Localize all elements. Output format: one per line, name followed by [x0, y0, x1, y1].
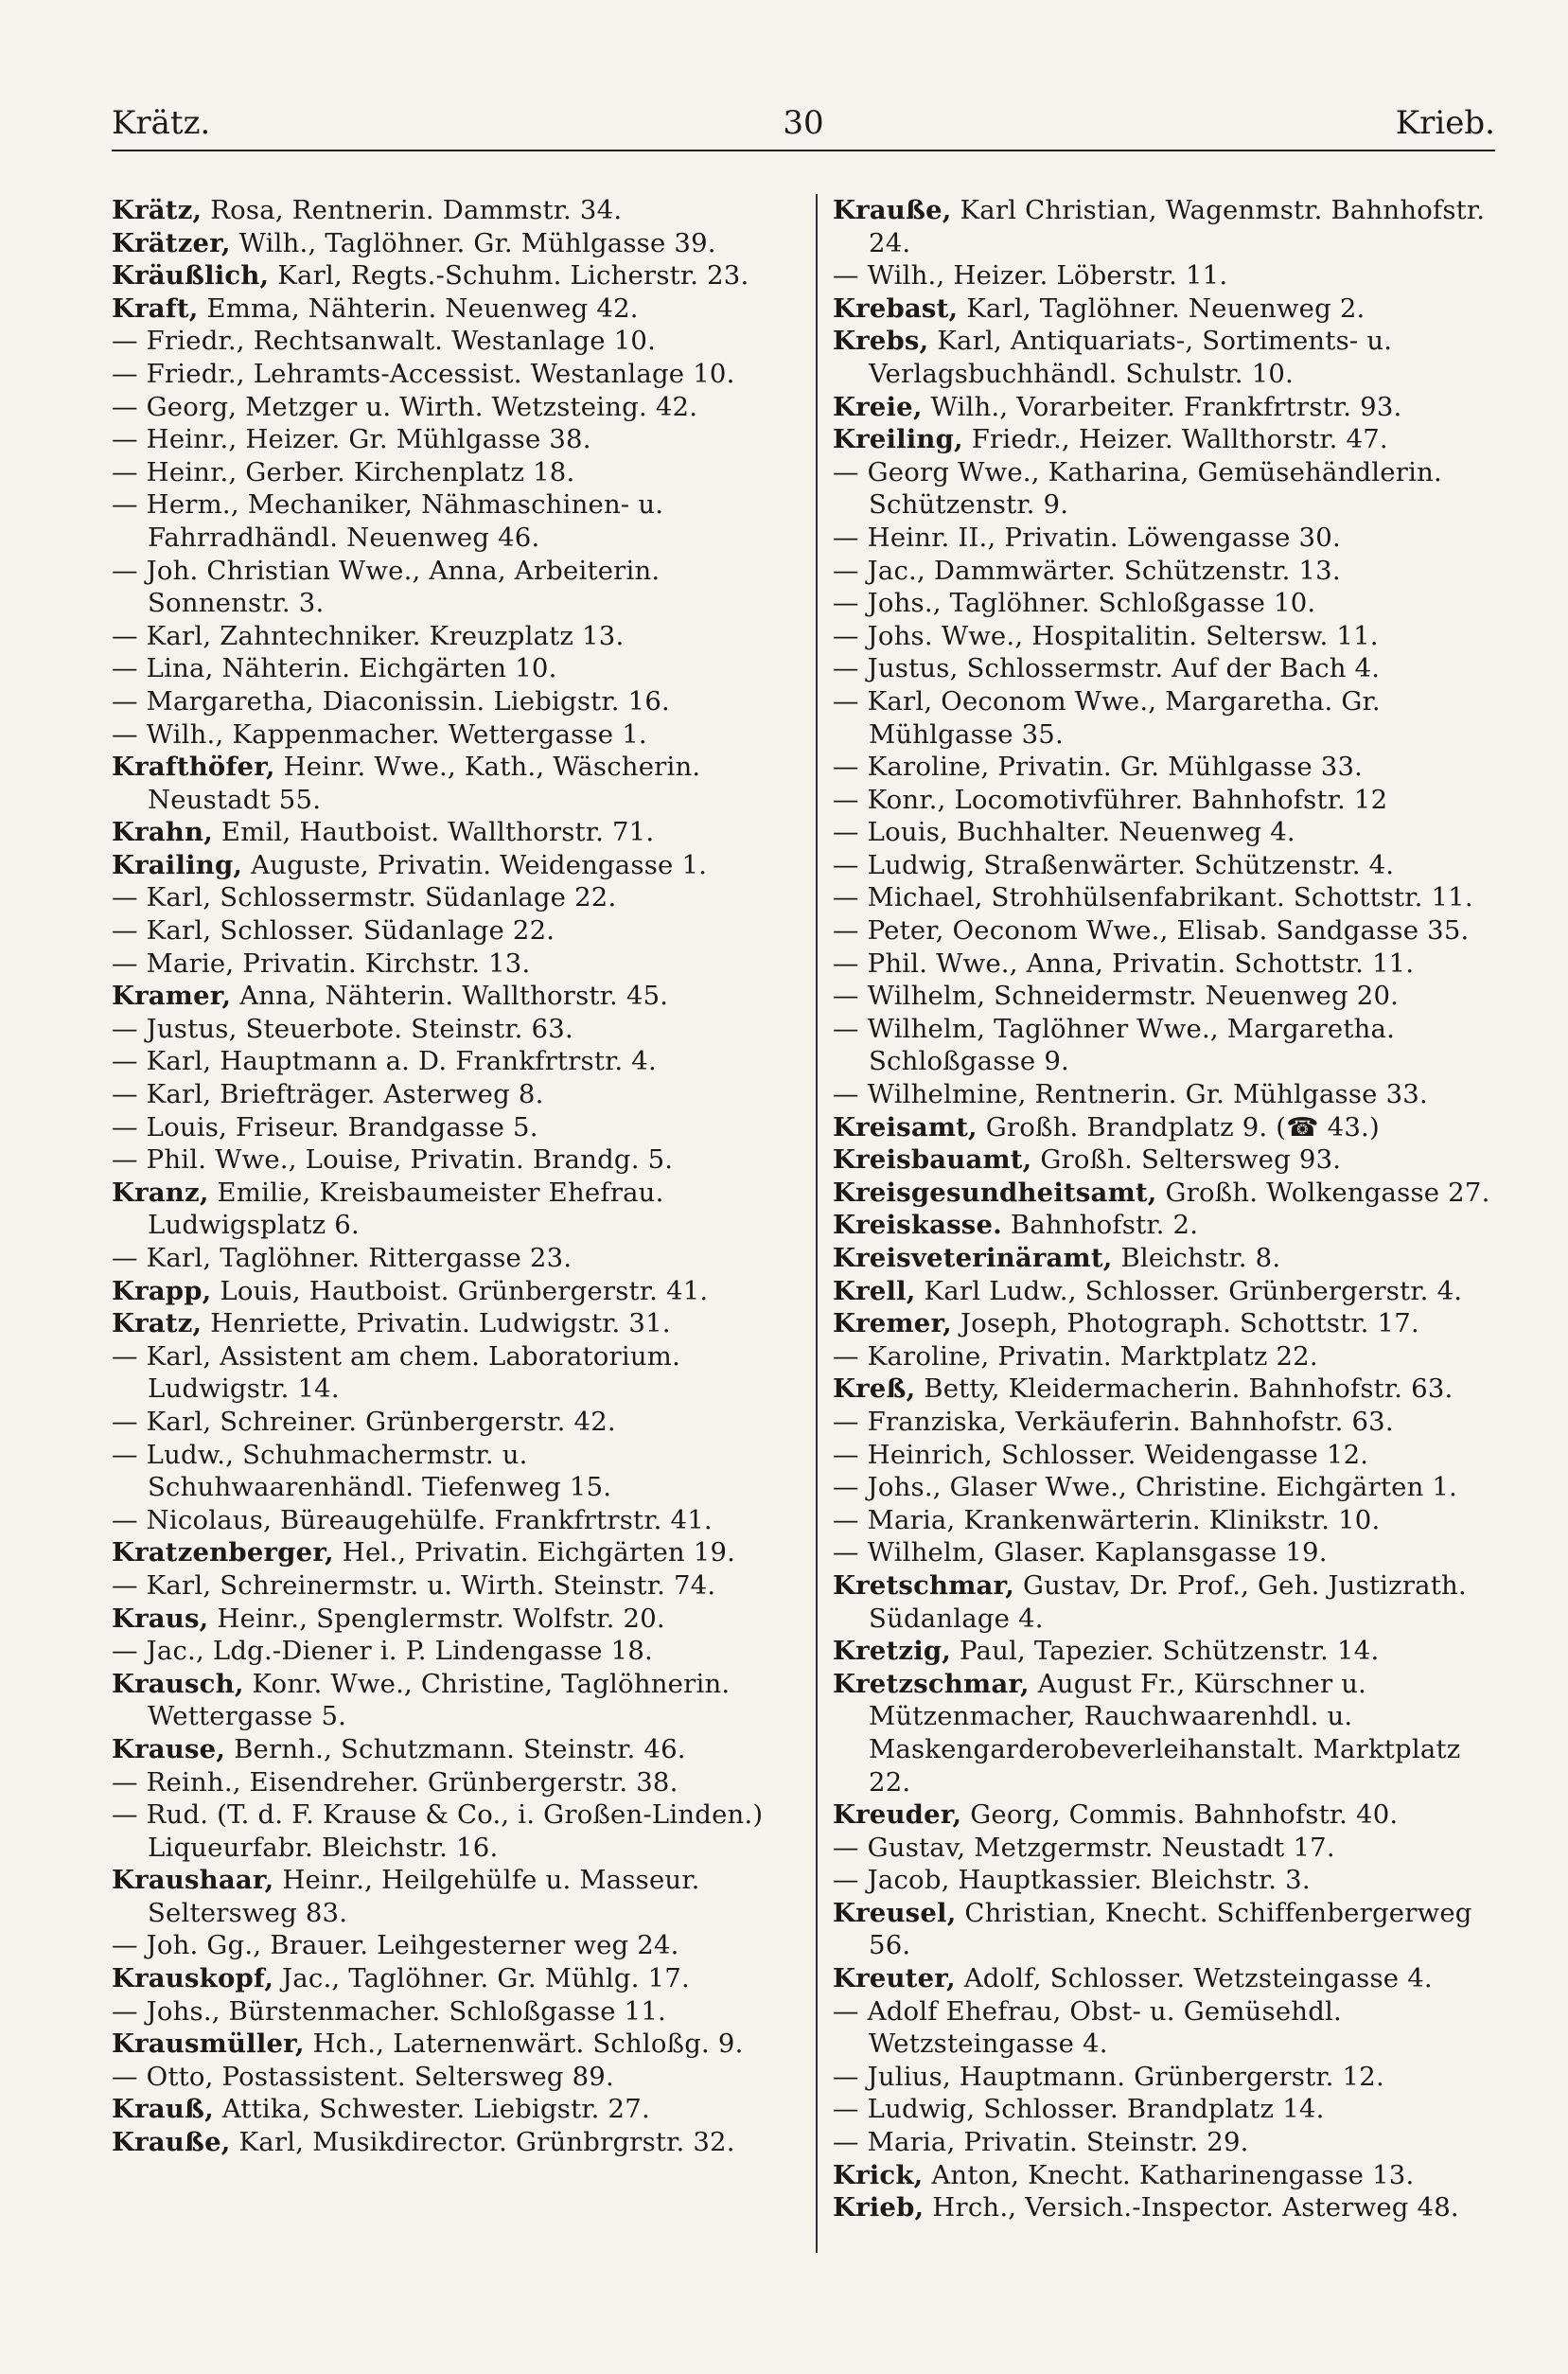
entry-text: — Wilhelmine, Rentnerin. Gr. Mühlgasse 33.: [833, 1079, 1428, 1110]
entry-text: — Heinr., Gerber. Kirchenplatz 18.: [112, 456, 575, 487]
directory-entry: [112, 325, 785, 358]
entry-text: Betty, Kleidermacherin. Bahnhofstr. 63.: [915, 1373, 1453, 1405]
entry-surname: Krebs,: [833, 326, 929, 357]
entry-text: — Joh. Christian Wwe., Anna, Arbeiterin. Sonnenstr. 3.: [112, 555, 661, 619]
directory-entry: [112, 980, 785, 1013]
directory-entry: [112, 718, 785, 752]
directory-entry: [112, 1406, 785, 1439]
directory-entry: [833, 1504, 1506, 1537]
entry-surname: Krausch,: [112, 1668, 244, 1699]
entry-surname: Kreisgesundheitsamt,: [833, 1177, 1157, 1208]
directory-entry: [112, 555, 785, 620]
directory-entry: [833, 2093, 1506, 2126]
entry-text: — Ludwig, Straßenwärter. Schützenstr. 4.: [833, 849, 1395, 880]
entry-surname: Kreiling,: [833, 424, 963, 455]
directory-entry: [112, 1995, 785, 2029]
directory-entry: [833, 1340, 1506, 1373]
directory-entry: [833, 194, 1506, 259]
entry-text: Emilie, Kreisbaumeister Ehefrau. Ludwigsplatz 6.: [148, 1177, 664, 1241]
entry-text: Emma, Nähterin. Neuenweg 42.: [198, 292, 639, 324]
entry-text: Attika, Schwester. Liebigstr. 27.: [213, 2094, 650, 2125]
entry-surname: Krahn,: [112, 817, 213, 848]
entry-text: Gustav, Dr. Prof., Geh. Justizrath. Südanlage 4.: [869, 1569, 1467, 1634]
entry-surname: Kraft,: [112, 292, 199, 324]
entry-surname: Kreusel,: [833, 1897, 957, 1928]
entry-text: — Adolf Ehefrau, Obst- u. Gemüsehdl. Wetzsteingasse 4.: [833, 1995, 1342, 2060]
entry-surname: Krebast,: [833, 292, 959, 324]
entry-text: Bahnhofstr. 2.: [1001, 1210, 1199, 1241]
directory-entry: [833, 1078, 1506, 1111]
entry-text: Friedr., Heizer. Wallthorstr. 47.: [962, 424, 1388, 455]
directory-entry: [833, 914, 1506, 948]
directory-entry: [833, 423, 1506, 456]
directory-entry: [833, 620, 1506, 653]
entry-text: Louis, Hautboist. Grünbergerstr. 41.: [211, 1275, 709, 1306]
entry-text: Heinr. Wwe., Kath., Wäscherin. Neustadt 55.: [148, 752, 701, 815]
right-column: [833, 194, 1506, 2224]
entry-text: — Georg Wwe., Katharina, Gemüsehändlerin. Schützenstr. 9.: [833, 456, 1442, 521]
directory-entry: [112, 1177, 785, 1242]
entry-surname: Kremer,: [833, 1308, 952, 1339]
directory-entry: [112, 1504, 785, 1537]
directory-entry: [833, 1143, 1506, 1177]
entry-surname: Krausmüller,: [112, 2029, 305, 2060]
directory-entry: [112, 1929, 785, 1962]
directory-entry: [112, 488, 785, 554]
directory-entry: [112, 1569, 785, 1603]
entry-surname: Krauskopf,: [112, 1963, 274, 1994]
directory-entry: [833, 1111, 1506, 1144]
directory-entry: [112, 1045, 785, 1078]
directory-entry: [833, 1864, 1506, 1897]
directory-entry: [833, 1275, 1506, 1308]
directory-entry: [833, 685, 1506, 751]
entry-text: — Karl, Briefträger. Asterweg 8.: [112, 1079, 544, 1110]
entry-text: — Rud. (T. d. F. Krause & Co., i. Großen-Linden.) Liqueurfabr. Bleichstr. 16.: [112, 1799, 764, 1863]
directory-entry: [833, 980, 1506, 1013]
entry-text: Karl, Musikdirector. Grünbrgrstr. 32.: [230, 2127, 735, 2158]
entry-text: — Michael, Strohhülsenfabrikant. Schottstr. 11.: [833, 882, 1473, 913]
directory-entry: [833, 555, 1506, 588]
entry-text: — Maria, Krankenwärterin. Klinikstr. 10.: [833, 1504, 1381, 1535]
entry-text: — Heinrich, Schlosser. Weidengasse 12.: [833, 1439, 1369, 1470]
entry-text: — Karl, Assistent am chem. Laboratorium. Ludwigstr. 14.: [112, 1340, 681, 1405]
entry-text: Rosa, Rentnerin. Dammstr. 34.: [202, 195, 623, 225]
entry-surname: Kretschmar,: [833, 1569, 1014, 1601]
directory-entry: [112, 194, 785, 227]
entry-text: — Nicolaus, Büreaugehülfe. Frankfrtrstr. 41.: [112, 1504, 713, 1535]
directory-entry: [833, 1242, 1506, 1275]
directory-entry: [112, 881, 785, 914]
entry-text: — Franziska, Verkäuferin. Bahnhofstr. 63.: [833, 1406, 1394, 1437]
directory-entry: [112, 2028, 785, 2061]
entry-text: — Karoline, Privatin. Marktplatz 22.: [833, 1340, 1318, 1372]
entry-surname: Kreuter,: [833, 1963, 956, 1994]
entry-text: — Karl, Schreiner. Grünbergerstr. 42.: [112, 1406, 616, 1437]
entry-surname: Krauß,: [112, 2094, 214, 2125]
directory-entry: [112, 1078, 785, 1111]
directory-entry: [112, 1439, 785, 1504]
directory-entry: [112, 1603, 785, 1636]
directory-entry: [112, 751, 785, 816]
entry-text: — Konr., Locomotivführer. Bahnhofstr. 12: [833, 784, 1388, 815]
directory-entry: [833, 1439, 1506, 1472]
directory-entry: [112, 914, 785, 948]
entry-surname: Kreiskasse.: [833, 1210, 1002, 1241]
directory-entry: [112, 1307, 785, 1340]
entry-text: — Karl, Schreinermstr. u. Wirth. Steinstr. 74.: [112, 1569, 716, 1601]
entry-text: Heinr., Heilgehülfe u. Masseur. Seltersweg 83.: [148, 1865, 700, 1928]
entry-text: — Maria, Privatin. Steinstr. 29.: [833, 2127, 1249, 2158]
directory-entry: [112, 2126, 785, 2159]
entry-surname: Kramer,: [112, 981, 232, 1012]
directory-entry: [833, 1406, 1506, 1439]
directory-entry: [833, 1832, 1506, 1865]
entry-text: — Wilhelm, Taglöhner Wwe., Margaretha. Schloßgasse 9.: [833, 1013, 1396, 1077]
entry-text: — Johs., Bürstenmacher. Schloßgasse 11.: [112, 1995, 666, 2027]
directory-entry: [833, 948, 1506, 981]
entry-surname: Krieb,: [833, 2192, 925, 2223]
directory-entry: [112, 292, 785, 326]
entry-text: — Margaretha, Diaconissin. Liebigstr. 16.: [112, 685, 670, 717]
directory-entry: [112, 1635, 785, 1668]
entry-surname: Krell,: [833, 1275, 916, 1306]
entry-surname: Krause,: [112, 1733, 226, 1764]
entry-surname: Kreuder,: [833, 1799, 962, 1831]
directory-entry: [833, 881, 1506, 914]
directory-entry: [112, 1275, 785, 1308]
entry-surname: Kreisbauamt,: [833, 1144, 1032, 1176]
entry-surname: Krapp,: [112, 1275, 212, 1306]
entry-text: Großh. Brandplatz 9. (☎ 43.): [977, 1111, 1380, 1143]
entry-text: Emil, Hautboist. Wallthorstr. 71.: [212, 817, 655, 848]
directory-entry: [112, 1798, 785, 1864]
entry-text: Auguste, Privatin. Weidengasse 1.: [242, 849, 708, 880]
entry-text: — Joh. Gg., Brauer. Leihgesterner weg 24.: [112, 1930, 679, 1961]
entry-text: Karl Christian, Wagenmstr. Bahnhofstr. 24.: [869, 195, 1486, 258]
directory-entry: [833, 2061, 1506, 2094]
entry-text: — Jac., Dammwärter. Schützenstr. 13.: [833, 555, 1341, 586]
header-left-keyword: Krätz.: [112, 104, 211, 142]
entry-text: — Reinh., Eisendreher. Grünbergerstr. 38.: [112, 1766, 678, 1798]
entry-text: — Otto, Postassistent. Seltersweg 89.: [112, 2061, 614, 2092]
entry-text: Bleichstr. 8.: [1112, 1243, 1281, 1273]
directory-entry: [833, 391, 1506, 424]
entry-text: — Friedr., Lehramts-Accessist. Westanlage 10.: [112, 358, 735, 389]
directory-entry: [833, 1307, 1506, 1340]
entry-text: — Gustav, Metzgermstr. Neustadt 17.: [833, 1832, 1335, 1863]
directory-entry: [112, 259, 785, 292]
directory-entry: [112, 685, 785, 718]
directory-entry: [833, 1209, 1506, 1242]
entry-text: — Louis, Friseur. Brandgasse 5.: [112, 1111, 538, 1143]
entry-text: — Wilh., Heizer. Löberstr. 11.: [833, 260, 1228, 292]
entry-surname: Krick,: [833, 2159, 924, 2190]
entry-surname: Kräußlich,: [112, 260, 270, 292]
entry-text: — Heinr., Heizer. Gr. Mühlgasse 38.: [112, 424, 591, 455]
directory-entry: [833, 1668, 1506, 1798]
directory-entry: [112, 423, 785, 456]
entry-text: Jac., Taglöhner. Gr. Mühlg. 17.: [273, 1963, 690, 1994]
entry-surname: Kratzenberger,: [112, 1537, 334, 1568]
entry-surname: Kraushaar,: [112, 1865, 274, 1896]
entry-text: — Jacob, Hauptkassier. Bleichstr. 3.: [833, 1865, 1311, 1896]
directory-entry: [112, 1340, 785, 1406]
directory-entry: [833, 292, 1506, 326]
directory-entry: [112, 227, 785, 260]
entry-surname: Kraus,: [112, 1603, 209, 1634]
directory-entry: [833, 1471, 1506, 1504]
entry-text: Hch., Laternenwärt. Schloßg. 9.: [304, 2029, 744, 2060]
directory-entry: [112, 652, 785, 685]
entry-text: Großh. Wolkengasse 27.: [1156, 1177, 1490, 1208]
directory-entry: [112, 1864, 785, 1929]
directory-entry: [833, 522, 1506, 555]
entry-text: Anna, Nähterin. Wallthorstr. 45.: [231, 981, 669, 1012]
entry-text: — Karl, Schlosser. Südanlage 22.: [112, 915, 555, 947]
directory-entry: [833, 849, 1506, 882]
entry-text: August Fr., Kürschner u. Mützenmacher, Rauchwaarenhdl. u. Maskengarderobeverleihanstalt. Marktplatz 22.: [869, 1668, 1461, 1798]
directory-entry: [112, 1766, 785, 1799]
entry-text: Adolf, Schlosser. Wetzsteingasse 4.: [955, 1963, 1433, 1994]
entry-text: — Johs., Taglöhner. Schloßgasse 10.: [833, 588, 1316, 619]
entry-text: — Karl, Taglöhner. Rittergasse 23.: [112, 1243, 573, 1273]
entry-surname: Krätzer,: [112, 227, 231, 258]
entry-text: Hel., Privatin. Eichgärten 19.: [333, 1537, 736, 1568]
entry-surname: Kranz,: [112, 1177, 209, 1208]
directory-entry: [112, 1111, 785, 1144]
page-header: [112, 102, 1495, 151]
entry-text: — Phil. Wwe., Anna, Privatin. Schottstr. 11.: [833, 948, 1415, 979]
entry-text: — Karl, Zahntechniker. Kreuzplatz 13.: [112, 620, 625, 651]
entry-surname: Krafthöfer,: [112, 752, 275, 783]
entry-text: — Georg, Metzger u. Wirth. Wetzsteing. 42.: [112, 391, 698, 422]
directory-entry: [112, 1733, 785, 1766]
directory-entry: [833, 1635, 1506, 1668]
entry-text: — Wilhelm, Schneidermstr. Neuenweg 20.: [833, 981, 1400, 1012]
entry-text: — Phil. Wwe., Louise, Privatin. Brandg. 5.: [112, 1144, 674, 1176]
entry-text: Bernh., Schutzmann. Steinstr. 46.: [225, 1733, 686, 1764]
entry-text: Wilh., Taglöhner. Gr. Mühlgasse 39.: [230, 227, 716, 258]
directory-entry: [833, 587, 1506, 620]
entry-surname: Kreisveterinäramt,: [833, 1243, 1113, 1273]
entry-text: Karl, Taglöhner. Neuenweg 2.: [958, 292, 1365, 324]
directory-entry: [833, 751, 1506, 784]
entry-surname: Kretzig,: [833, 1636, 952, 1667]
directory-entry: [112, 391, 785, 424]
entry-surname: Krailing,: [112, 849, 243, 880]
directory-entry: [833, 325, 1506, 390]
directory-entry: [112, 2093, 785, 2126]
entry-text: — Karl, Oeconom Wwe., Margaretha. Gr. Mühlgasse 35.: [833, 685, 1381, 750]
entry-text: Georg, Commis. Bahnhofstr. 40.: [961, 1799, 1399, 1831]
directory-entry: [833, 1569, 1506, 1635]
entry-surname: Kreß,: [833, 1373, 916, 1405]
left-column: [112, 194, 785, 2159]
directory-entry: [833, 784, 1506, 817]
directory-entry: [112, 1242, 785, 1275]
entry-text: Joseph, Photograph. Schottstr. 17.: [951, 1308, 1419, 1339]
entry-text: Hrch., Versich.-Inspector. Asterweg 48.: [924, 2192, 1459, 2223]
directory-entry: [112, 620, 785, 653]
directory-entry: [112, 1013, 785, 1046]
entry-text: Henriette, Privatin. Ludwigstr. 31.: [202, 1308, 671, 1339]
directory-entry: [112, 1962, 785, 1995]
directory-entry: [112, 1143, 785, 1177]
entry-text: Christian, Knecht. Schiffenbergerweg 56.: [869, 1897, 1472, 1961]
entry-text: — Justus, Steuerbote. Steinstr. 63.: [112, 1013, 573, 1044]
directory-entry: [833, 1897, 1506, 1962]
entry-text: — Wilhelm, Glaser. Kaplansgasse 19.: [833, 1537, 1328, 1568]
directory-entry: [833, 2126, 1506, 2159]
entry-surname: Krauße,: [833, 195, 952, 225]
directory-entry: [112, 948, 785, 981]
entry-text: — Heinr. II., Privatin. Löwengasse 30.: [833, 522, 1341, 553]
directory-entry: [833, 1995, 1506, 2061]
directory-entry: [833, 2191, 1506, 2224]
entry-surname: Krauße,: [112, 2127, 231, 2158]
entry-text: — Wilh., Kappenmacher. Wettergasse 1.: [112, 718, 647, 750]
directory-entry: [112, 816, 785, 849]
directory-entry: [833, 456, 1506, 522]
entry-text: — Herm., Mechaniker, Nähmaschinen- u. Fahrradhändl. Neuenweg 46.: [112, 489, 664, 553]
header-right-keyword: Krieb.: [1395, 104, 1495, 142]
entry-text: Wilh., Vorarbeiter. Frankfrtrstr. 93.: [922, 391, 1402, 422]
directory-entry: [112, 1668, 785, 1733]
entry-text: Karl, Regts.-Schuhm. Licherstr. 23.: [269, 260, 749, 292]
entry-text: — Ludwig, Schlosser. Brandplatz 14.: [833, 2094, 1325, 2125]
entry-text: — Justus, Schlossermstr. Auf der Bach 4.: [833, 653, 1381, 684]
entry-text: — Johs. Wwe., Hospitalitin. Seltersw. 11.: [833, 620, 1379, 651]
directory-entry: [112, 2061, 785, 2094]
directory-entry: [833, 1798, 1506, 1832]
entry-text: — Ludw., Schuhmachermstr. u. Schuhwaarenhändl. Tiefenweg 15.: [112, 1439, 612, 1503]
entry-text: Paul, Tapezier. Schützenstr. 14.: [951, 1636, 1380, 1667]
entry-surname: Kretzschmar,: [833, 1668, 1030, 1699]
entry-text: Konr. Wwe., Christine, Taglöhnerin. Wettergasse 5.: [148, 1668, 731, 1732]
directory-entry: [833, 1013, 1506, 1078]
directory-entry: [833, 652, 1506, 685]
entry-text: — Louis, Buchhalter. Neuenweg 4.: [833, 817, 1295, 848]
entry-text: — Karoline, Privatin. Gr. Mühlgasse 33.: [833, 752, 1364, 783]
directory-entry: [112, 1536, 785, 1569]
entry-surname: Krätz,: [112, 195, 203, 225]
entry-text: — Friedr., Rechtsanwalt. Westanlage 10.: [112, 326, 657, 357]
directory-entry: [112, 849, 785, 882]
entry-text: Anton, Knecht. Katharinengasse 13.: [923, 2159, 1415, 2190]
entry-surname: Kreie,: [833, 391, 923, 422]
entry-text: Karl Ludw., Schlosser. Grünbergerstr. 4.: [915, 1275, 1463, 1306]
directory-entry: [833, 1536, 1506, 1569]
entry-text: — Julius, Hauptmann. Grünbergerstr. 12.: [833, 2061, 1384, 2092]
entry-text: — Karl, Hauptmann a. D. Frankfrtrstr. 4.: [112, 1046, 657, 1077]
entry-text: Großh. Seltersweg 93.: [1031, 1144, 1342, 1176]
directory-entry: [833, 259, 1506, 292]
directory-entry: [112, 456, 785, 489]
directory-entry: [833, 816, 1506, 849]
entry-text: Heinr., Spenglermstr. Wolfstr. 20.: [208, 1603, 665, 1634]
entry-text: — Lina, Nähterin. Eichgärten 10.: [112, 653, 557, 684]
entry-surname: Kreisamt,: [833, 1111, 978, 1143]
column-divider: [816, 194, 818, 2253]
page-number: 30: [783, 104, 824, 142]
directory-entry: [833, 1177, 1506, 1210]
entry-text: — Marie, Privatin. Kirchstr. 13.: [112, 948, 531, 979]
entry-surname: Kratz,: [112, 1308, 203, 1339]
directory-entry: [833, 2159, 1506, 2192]
entry-text: — Jac., Ldg.-Diener i. P. Lindengasse 18.: [112, 1636, 654, 1667]
entry-text: — Karl, Schlossermstr. Südanlage 22.: [112, 882, 617, 913]
directory-entry: [112, 358, 785, 391]
directory-entry: [833, 1373, 1506, 1406]
entry-text: Karl, Antiquariats-, Sortiments- u. Verlagsbuchhändl. Schulstr. 10.: [869, 326, 1393, 389]
entry-text: — Johs., Glaser Wwe., Christine. Eichgärten 1.: [833, 1472, 1458, 1503]
entry-text: — Peter, Oeconom Wwe., Elisab. Sandgasse 35.: [833, 915, 1470, 947]
directory-entry: [833, 1962, 1506, 1995]
